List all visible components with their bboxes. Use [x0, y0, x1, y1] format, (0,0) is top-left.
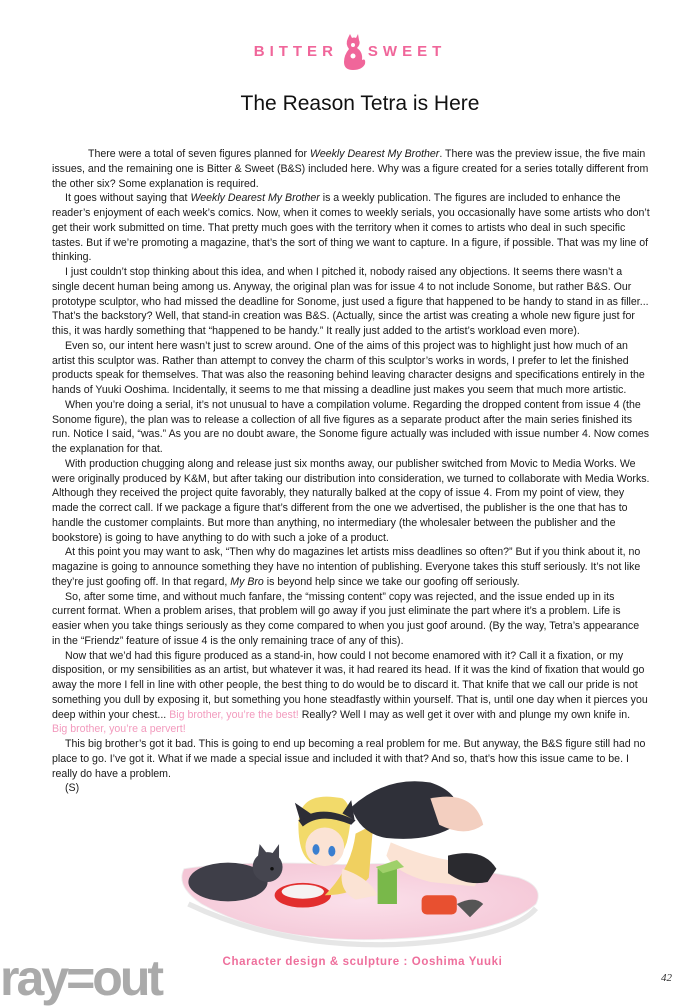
- figure-caption: Character design & sculpture : Ooshima Yuuki: [222, 956, 503, 968]
- logo-text-bitter: BITTER: [253, 43, 338, 60]
- text-segment: It goes without saying that: [65, 192, 191, 205]
- bitter-sweet-logo: [0, 34, 700, 70]
- italic-title: My Bro: [230, 575, 264, 588]
- text-segment: is beyond help since we take our goofing off seriously.: [263, 575, 520, 588]
- text-segment: . There was the preview issue, the five main issues, and the remaining one is Bitter & Sweet (B&S) included here. Why was a figure created for a series totally different from the other six? Some explanation is required.: [52, 148, 649, 190]
- paragraph: [52, 147, 650, 191]
- article-body: [52, 147, 650, 796]
- paragraph: [52, 191, 650, 265]
- orange-item: [422, 895, 457, 914]
- text-segment: Now that we’d had this figure produced as a stand-in, how could I not become enamored with it? Call it a fixation, or my disposition, or my sensibilities as an artist, but whatever it was, it had reared its head. If it was the kind of fixation that would go away the more I fell in line with other people, the best thing to do would be to discard it. That knife that we call our pride is not something you dull by exposing it, but something you hone steadfastly within yourself. That is, until one day when it pierces you deep within your chest...: [52, 649, 648, 721]
- highlighted-quote: Big brother, you’re the best!: [169, 708, 299, 721]
- paragraph: [52, 265, 650, 339]
- text-segment: This big brother’s got it bad. This is going to end up becoming a real problem for me. But anyway, the B&S figure still had no place to go. I’ve got it. What if we made a special issue and included it with that? And so, that’s how this issue came to be. I really do have a problem.: [52, 738, 646, 780]
- paragraph: [52, 545, 650, 589]
- text-segment: So, after some time, and without much fanfare, the “missing content” copy was rejected, and the issue ended up in its current format. When a problem arises, that problem will go away if you just eliminate the part where it’s a problem. Life is easier when you take things seriously as they come compared to when you just goof around. (By the way, Tetra’s appearance in the “Friendz” feature of issue 4 is the only remaining trace of any of this).: [52, 590, 640, 647]
- paragraph: [52, 339, 650, 398]
- italic-title: Weekly Dearest My Brother: [310, 148, 440, 160]
- figure-photo: [150, 772, 570, 948]
- text-segment: At this point you may want to ask, “Then why do magazines let artists miss deadlines so often?” But if you think about it, no magazine is going to announce something they have no intention of publishing. Everyone takes this stuff seriously. It’s not like they’re just goofing off. In that regard,: [52, 546, 641, 588]
- paragraph: [52, 398, 650, 457]
- paragraph: [52, 590, 650, 649]
- text-segment: There were a total of seven figures planned for: [88, 148, 311, 160]
- text-segment: Really? Well I may as well get it over with and plunge my own knife in.: [298, 708, 631, 721]
- cat-ampersand-icon: [340, 34, 366, 70]
- green-box: [378, 869, 397, 904]
- paragraph: [52, 457, 650, 546]
- highlighted-quote: Big brother, you’re a pervert!: [52, 723, 186, 736]
- italic-title: Weekly Dearest My Brother: [190, 192, 320, 205]
- text-segment: is a weekly publication. The figures are included to enhance the reader’s enjoyment of each week’s comics. Now, when it comes to weekly serials, you occasionally have some artists who don’t get their work submitted on time. That pretty much goes with the territory when it comes to artists who deal in such specific tastes. But if we’re promoting a magazine, that’s the sort of thing we want to capture. In a figure, if possible. That was my line of thinking.: [52, 192, 650, 264]
- text-segment: I just couldn’t stop thinking about this idea, and when I pitched it, nobody raised any objections. It seems there wasn’t a single decent human being among us. Anyway, the original plan was for issue 4 to not include Sonome, but rather B&S. Our prototype sculptor, who had missed the deadline for Sonome, just used a figure that happened to be handy to stand in as filler... That’s the backstory? Well, that stand-in creation was B&S. (Actually, since the artist was creating a whole new figure just for this, it was hardly something that “happened to be handy.” It really just added to the artist’s workload even more).: [52, 266, 649, 337]
- text-segment: When you’re doing a serial, it’s not unusual to have a compilation volume. Regarding the dropped content from issue 4 (the Sonome figure), the plan was to release a collection of all five figures as a separate product after the main series finished its run. Notice I said, “was.” As you are no doubt aware, the Sonome figure actually was included with issue number 4. Now comes the explanation for that.: [52, 398, 650, 455]
- page-title: The Reason Tetra is Here: [240, 92, 480, 115]
- paragraph: [52, 649, 650, 738]
- page-number: 42: [661, 972, 672, 984]
- ray-out-watermark: ray=out: [0, 950, 162, 1006]
- text-segment: Even so, our intent here wasn’t just to screw around. One of the aims of this project was to highlight just how much of an artist this sculptor was. Rather than attempt to convey the charm of this sculptor’s works in words, I prefer to let the finished products speak for themselves. That was also the reasoning behind leaving character designs and specifications entirely in the hands of Yuuki Ooshima. Incidentally, it seems to me that missing a deadline just makes you seem that much more artistic.: [52, 339, 645, 396]
- text-segment: (S): [65, 782, 80, 795]
- text-segment: With production chugging along and release just six months away, our publisher switched from Movic to Media Works. We were originally produced by K&M, but after taking our distribution into consideration, we turned to collaborate with Media Works. Although they received the project quite favorably, they naturally balked at the copy of issue 4. From my point of view, they made the correct call. If we package a figure that’s different from the one we advertised, the publisher is the one that has to handle the customer complaints. But more than anything, no intermediary (the wholesaler between the publisher and the bookstore) is going to have anything to do with such a joke of a product.: [52, 457, 650, 544]
- logo-text-sweet: SWEET: [367, 43, 447, 60]
